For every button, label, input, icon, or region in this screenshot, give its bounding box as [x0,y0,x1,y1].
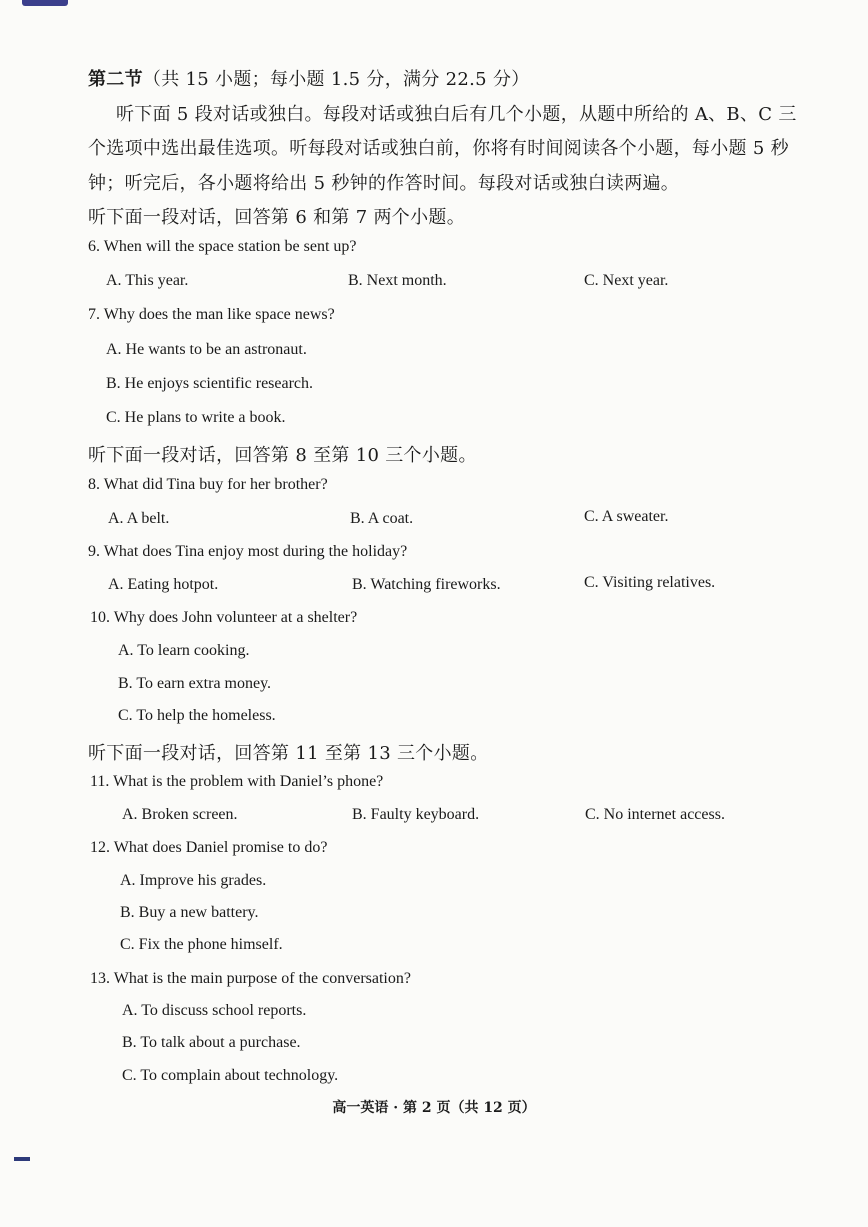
option-9c: C. Visiting relatives. [584,574,716,591]
section-info: （共 15 小题；每小题 1.5 分，满分 22.5 分） [142,69,530,90]
question-number: 13. [90,970,110,987]
option-9a: A. Eating hotpot. [108,576,219,593]
instruction-line-1: 听下面 5 段对话或独白。每段对话或独白后有几个小题，从题中所给的 A、B、C 三 [116,104,797,125]
question-number: 6. [88,238,100,255]
option-7b: B. He enjoys scientific research. [106,375,314,392]
page-footer: 高一英语 · 第 2 页（共 12 页） [332,1100,536,1116]
option-10a: A. To learn cooking. [118,642,250,659]
question-number: 12. [90,839,110,856]
question-text: What is the problem with Daniel’s phone? [113,773,384,790]
question-6 [88,238,357,256]
option-8c: C. A sweater. [584,508,669,525]
group-prompt-2: 听下面一段对话，回答第 8 至第 10 三个小题。 [88,445,477,466]
option-8b: B. A coat. [350,510,414,527]
option-6b: B. Next month. [348,272,447,289]
option-13c: C. To complain about technology. [122,1067,339,1084]
question-12 [90,839,327,857]
option-7a: A. He wants to be an astronaut. [106,341,307,358]
group-prompt-3: 听下面一段对话，回答第 11 至第 13 三个小题。 [88,743,489,764]
option-13a: A. To discuss school reports. [122,1002,307,1019]
option-7c: C. He plans to write a book. [106,409,286,426]
question-number: 9. [88,543,100,560]
corner-mark [22,0,68,6]
question-9 [88,543,407,561]
option-8a: A. A belt. [108,510,170,527]
question-text: When will the space station be sent up? [103,238,357,255]
question-text: Why does the man like space news? [103,306,335,323]
option-12a: A. Improve his grades. [120,872,267,889]
question-number: 8. [88,476,100,493]
question-text: What does Tina enjoy most during the holiday? [103,543,408,560]
option-6a: A. This year. [106,272,189,289]
section-title: 第二节 [88,69,143,90]
instruction-line-2: 个选项中选出最佳选项。听每段对话或独白前，你将有时间阅读各个小题，每小题 5 秒 [88,138,789,159]
option-10b: B. To earn extra money. [118,675,272,692]
question-10 [90,609,357,627]
option-12b: B. Buy a new battery. [120,904,259,921]
group-prompt-1: 听下面一段对话，回答第 6 和第 7 两个小题。 [88,207,465,228]
question-text: What does Daniel promise to do? [113,839,328,856]
option-12c: C. Fix the phone himself. [120,936,283,953]
option-13b: B. To talk about a purchase. [122,1034,301,1051]
section-heading [88,65,530,91]
option-11c: C. No internet access. [585,806,725,823]
option-6c: C. Next year. [584,272,669,289]
option-9b: B. Watching fireworks. [352,576,501,593]
option-11a: A. Broken screen. [122,806,238,823]
question-number: 7. [88,306,100,323]
side-mark [14,1157,30,1161]
question-text: Why does John volunteer at a shelter? [113,609,358,626]
question-13 [90,970,411,988]
question-text: What did Tina buy for her brother? [103,476,328,493]
option-10c: C. To help the homeless. [118,707,276,724]
question-11 [90,773,383,791]
option-11b: B. Faulty keyboard. [352,806,480,823]
question-7 [88,306,335,324]
question-number: 10. [90,609,110,626]
question-text: What is the main purpose of the conversation? [113,970,411,987]
question-number: 11. [90,773,110,790]
question-8 [88,476,328,494]
instruction-line-3: 钟；听完后，各小题将给出 5 秒钟的作答时间。每段对话或独白读两遍。 [88,173,680,194]
